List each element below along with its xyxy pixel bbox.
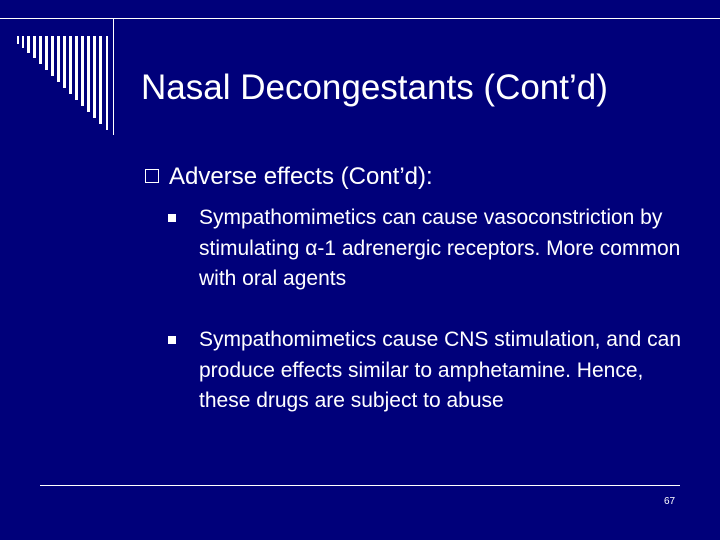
level2-text: Sympathomimetics cause CNS stimulation, and can produce effects similar to amphetamine. Hence, these drugs are subject to abuse [199, 328, 682, 412]
page-number: 67 [664, 496, 676, 507]
square-bullet-icon [168, 214, 176, 222]
hollow-square-bullet-icon [145, 169, 159, 183]
level2-text: Sympathomimetics can cause vasoconstriction by stimulating α-1 adrenergic receptors. More common with oral agents [199, 206, 681, 290]
vertical-bars-ornament [17, 36, 108, 130]
square-bullet-icon [168, 336, 176, 344]
level1-text: Adverse effects (Cont’d): [169, 163, 433, 190]
level1-item [145, 162, 433, 192]
slide-title: Nasal Decongestants (Cont’d) [141, 68, 608, 107]
